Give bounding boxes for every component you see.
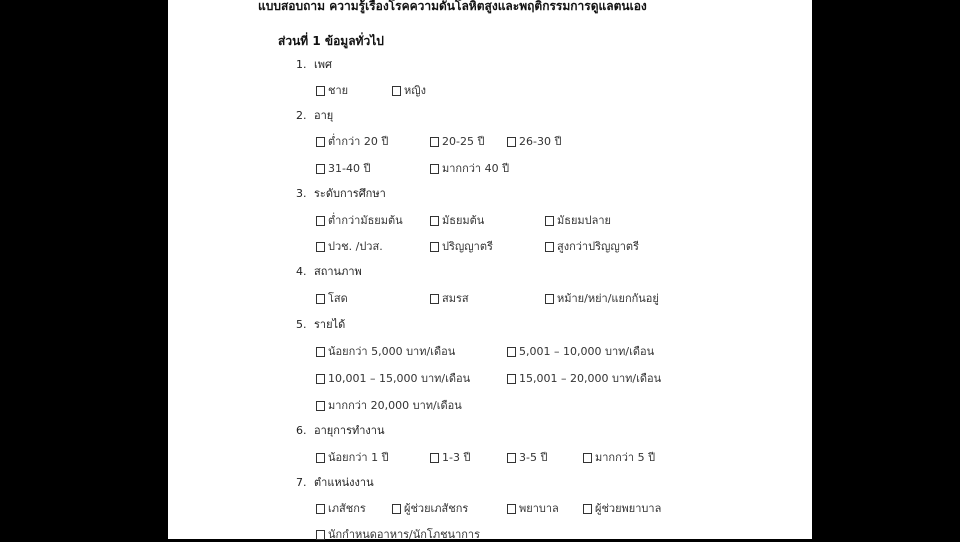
option-checkbox[interactable]	[545, 240, 639, 254]
option-checkbox[interactable]	[392, 84, 426, 98]
option-checkbox[interactable]	[507, 372, 661, 386]
option-label: 10,001 – 15,000 บาท/เดือน	[328, 372, 471, 385]
option-label: 1-3 ปี	[442, 451, 471, 464]
question-label: อายุการทำงาน	[314, 424, 385, 437]
option-label: ผู้ช่วยพยาบาล	[595, 502, 662, 515]
checkbox-icon[interactable]	[316, 164, 325, 174]
option-label: น้อยกว่า 5,000 บาท/เดือน	[328, 345, 456, 358]
option-label: 5,001 – 10,000 บาท/เดือน	[519, 345, 655, 358]
checkbox-icon[interactable]	[430, 453, 439, 463]
option-checkbox[interactable]	[316, 451, 389, 465]
question-label: เพศ	[314, 58, 332, 71]
option-label: มัธยมปลาย	[557, 214, 612, 227]
checkbox-icon[interactable]	[507, 347, 516, 357]
option-checkbox[interactable]	[507, 502, 559, 516]
option-label: สูงกว่าปริญญาตรี	[557, 240, 639, 253]
checkbox-icon[interactable]	[316, 504, 325, 514]
checkbox-icon[interactable]	[392, 504, 401, 514]
checkbox-icon[interactable]	[583, 453, 592, 463]
option-label: 20-25 ปี	[442, 135, 485, 148]
checkbox-icon[interactable]	[507, 374, 516, 384]
checkbox-icon[interactable]	[430, 137, 439, 147]
option-checkbox[interactable]	[507, 451, 547, 465]
option-checkbox[interactable]	[392, 502, 468, 516]
checkbox-icon[interactable]	[507, 504, 516, 514]
checkbox-icon[interactable]	[430, 164, 439, 174]
option-checkbox[interactable]	[507, 135, 561, 149]
checkbox-icon[interactable]	[316, 294, 325, 304]
question-number: 1.	[296, 58, 307, 71]
question-label: อายุ	[314, 109, 334, 122]
question-label: ตำแหน่งงาน	[314, 476, 374, 489]
checkbox-icon[interactable]	[545, 294, 554, 304]
section-heading: ส่วนที่ 1 ข้อมูลทั่วไป	[278, 34, 384, 48]
option-checkbox[interactable]	[430, 451, 470, 465]
checkbox-icon[interactable]	[430, 242, 439, 252]
option-checkbox[interactable]	[430, 214, 484, 228]
checkbox-icon[interactable]	[507, 453, 516, 463]
checkbox-icon[interactable]	[316, 374, 325, 384]
question-label: ระดับการศึกษา	[314, 187, 386, 200]
option-checkbox[interactable]	[316, 162, 370, 176]
question-number: 3.	[296, 187, 307, 200]
checkbox-icon[interactable]	[316, 453, 325, 463]
option-label: ชาย	[328, 84, 349, 97]
option-checkbox[interactable]	[545, 292, 659, 306]
option-checkbox[interactable]	[430, 135, 484, 149]
option-label: หญิง	[404, 84, 426, 97]
option-checkbox[interactable]	[316, 528, 480, 542]
option-checkbox[interactable]	[316, 84, 348, 98]
checkbox-icon[interactable]	[316, 242, 325, 252]
option-label: ต่ำกว่ามัธยมต้น	[328, 214, 403, 227]
option-checkbox[interactable]	[316, 240, 383, 254]
option-label: พยาบาล	[519, 502, 559, 515]
question-number: 4.	[296, 265, 307, 278]
option-label: 3-5 ปี	[519, 451, 548, 464]
option-label: เภสัชกร	[328, 502, 366, 515]
option-label: โสด	[328, 292, 348, 305]
option-label: น้อยกว่า 1 ปี	[328, 451, 389, 464]
document-title: แบบสอบถาม ความรู้เรื่องโรคความดันโลหิตสูงและพฤติกรรมการดูแลตนเอง	[258, 0, 647, 13]
option-checkbox[interactable]	[316, 372, 470, 386]
option-label: 31-40 ปี	[328, 162, 371, 175]
checkbox-icon[interactable]	[507, 137, 516, 147]
checkbox-icon[interactable]	[392, 86, 401, 96]
question-number: 2.	[296, 109, 307, 122]
option-label: ปวช. /ปวส.	[328, 240, 383, 253]
option-checkbox[interactable]	[316, 214, 403, 228]
option-label: 15,001 – 20,000 บาท/เดือน	[519, 372, 662, 385]
question-label: รายได้	[314, 318, 346, 331]
checkbox-icon[interactable]	[316, 137, 325, 147]
option-label: มากกว่า 5 ปี	[595, 451, 656, 464]
question-label: สถานภาพ	[314, 265, 362, 278]
option-checkbox[interactable]	[316, 502, 366, 516]
option-checkbox[interactable]	[316, 399, 462, 413]
option-checkbox[interactable]	[507, 345, 654, 359]
checkbox-icon[interactable]	[545, 242, 554, 252]
option-checkbox[interactable]	[583, 502, 661, 516]
option-checkbox[interactable]	[545, 214, 611, 228]
question-number: 7.	[296, 476, 307, 489]
question-number: 5.	[296, 318, 307, 331]
option-label: มากกว่า 40 ปี	[442, 162, 510, 175]
option-label: มากกว่า 20,000 บาท/เดือน	[328, 399, 462, 412]
question-number: 6.	[296, 424, 307, 437]
option-checkbox[interactable]	[316, 292, 348, 306]
option-checkbox[interactable]	[430, 162, 509, 176]
checkbox-icon[interactable]	[316, 86, 325, 96]
option-label: สมรส	[442, 292, 469, 305]
option-label: ผู้ช่วยเภสัชกร	[404, 502, 469, 515]
option-checkbox[interactable]	[316, 135, 388, 149]
option-checkbox[interactable]	[316, 345, 455, 359]
checkbox-icon[interactable]	[316, 216, 325, 226]
option-label: ปริญญาตรี	[442, 240, 493, 253]
document-page	[168, 0, 812, 539]
checkbox-icon[interactable]	[430, 216, 439, 226]
checkbox-icon[interactable]	[545, 216, 554, 226]
checkbox-icon[interactable]	[316, 401, 325, 411]
option-label: นักกำหนดอาหาร/นักโภชนาการ	[328, 528, 481, 541]
option-checkbox[interactable]	[430, 292, 469, 306]
checkbox-icon[interactable]	[316, 347, 325, 357]
option-label: ต่ำกว่า 20 ปี	[328, 135, 389, 148]
option-checkbox[interactable]	[430, 240, 493, 254]
option-label: มัธยมต้น	[442, 214, 485, 227]
option-label: หม้าย/หย่า/แยกกันอยู่	[557, 292, 659, 305]
option-checkbox[interactable]	[583, 451, 655, 465]
checkbox-icon[interactable]	[583, 504, 592, 514]
option-label: 26-30 ปี	[519, 135, 562, 148]
checkbox-icon[interactable]	[430, 294, 439, 304]
